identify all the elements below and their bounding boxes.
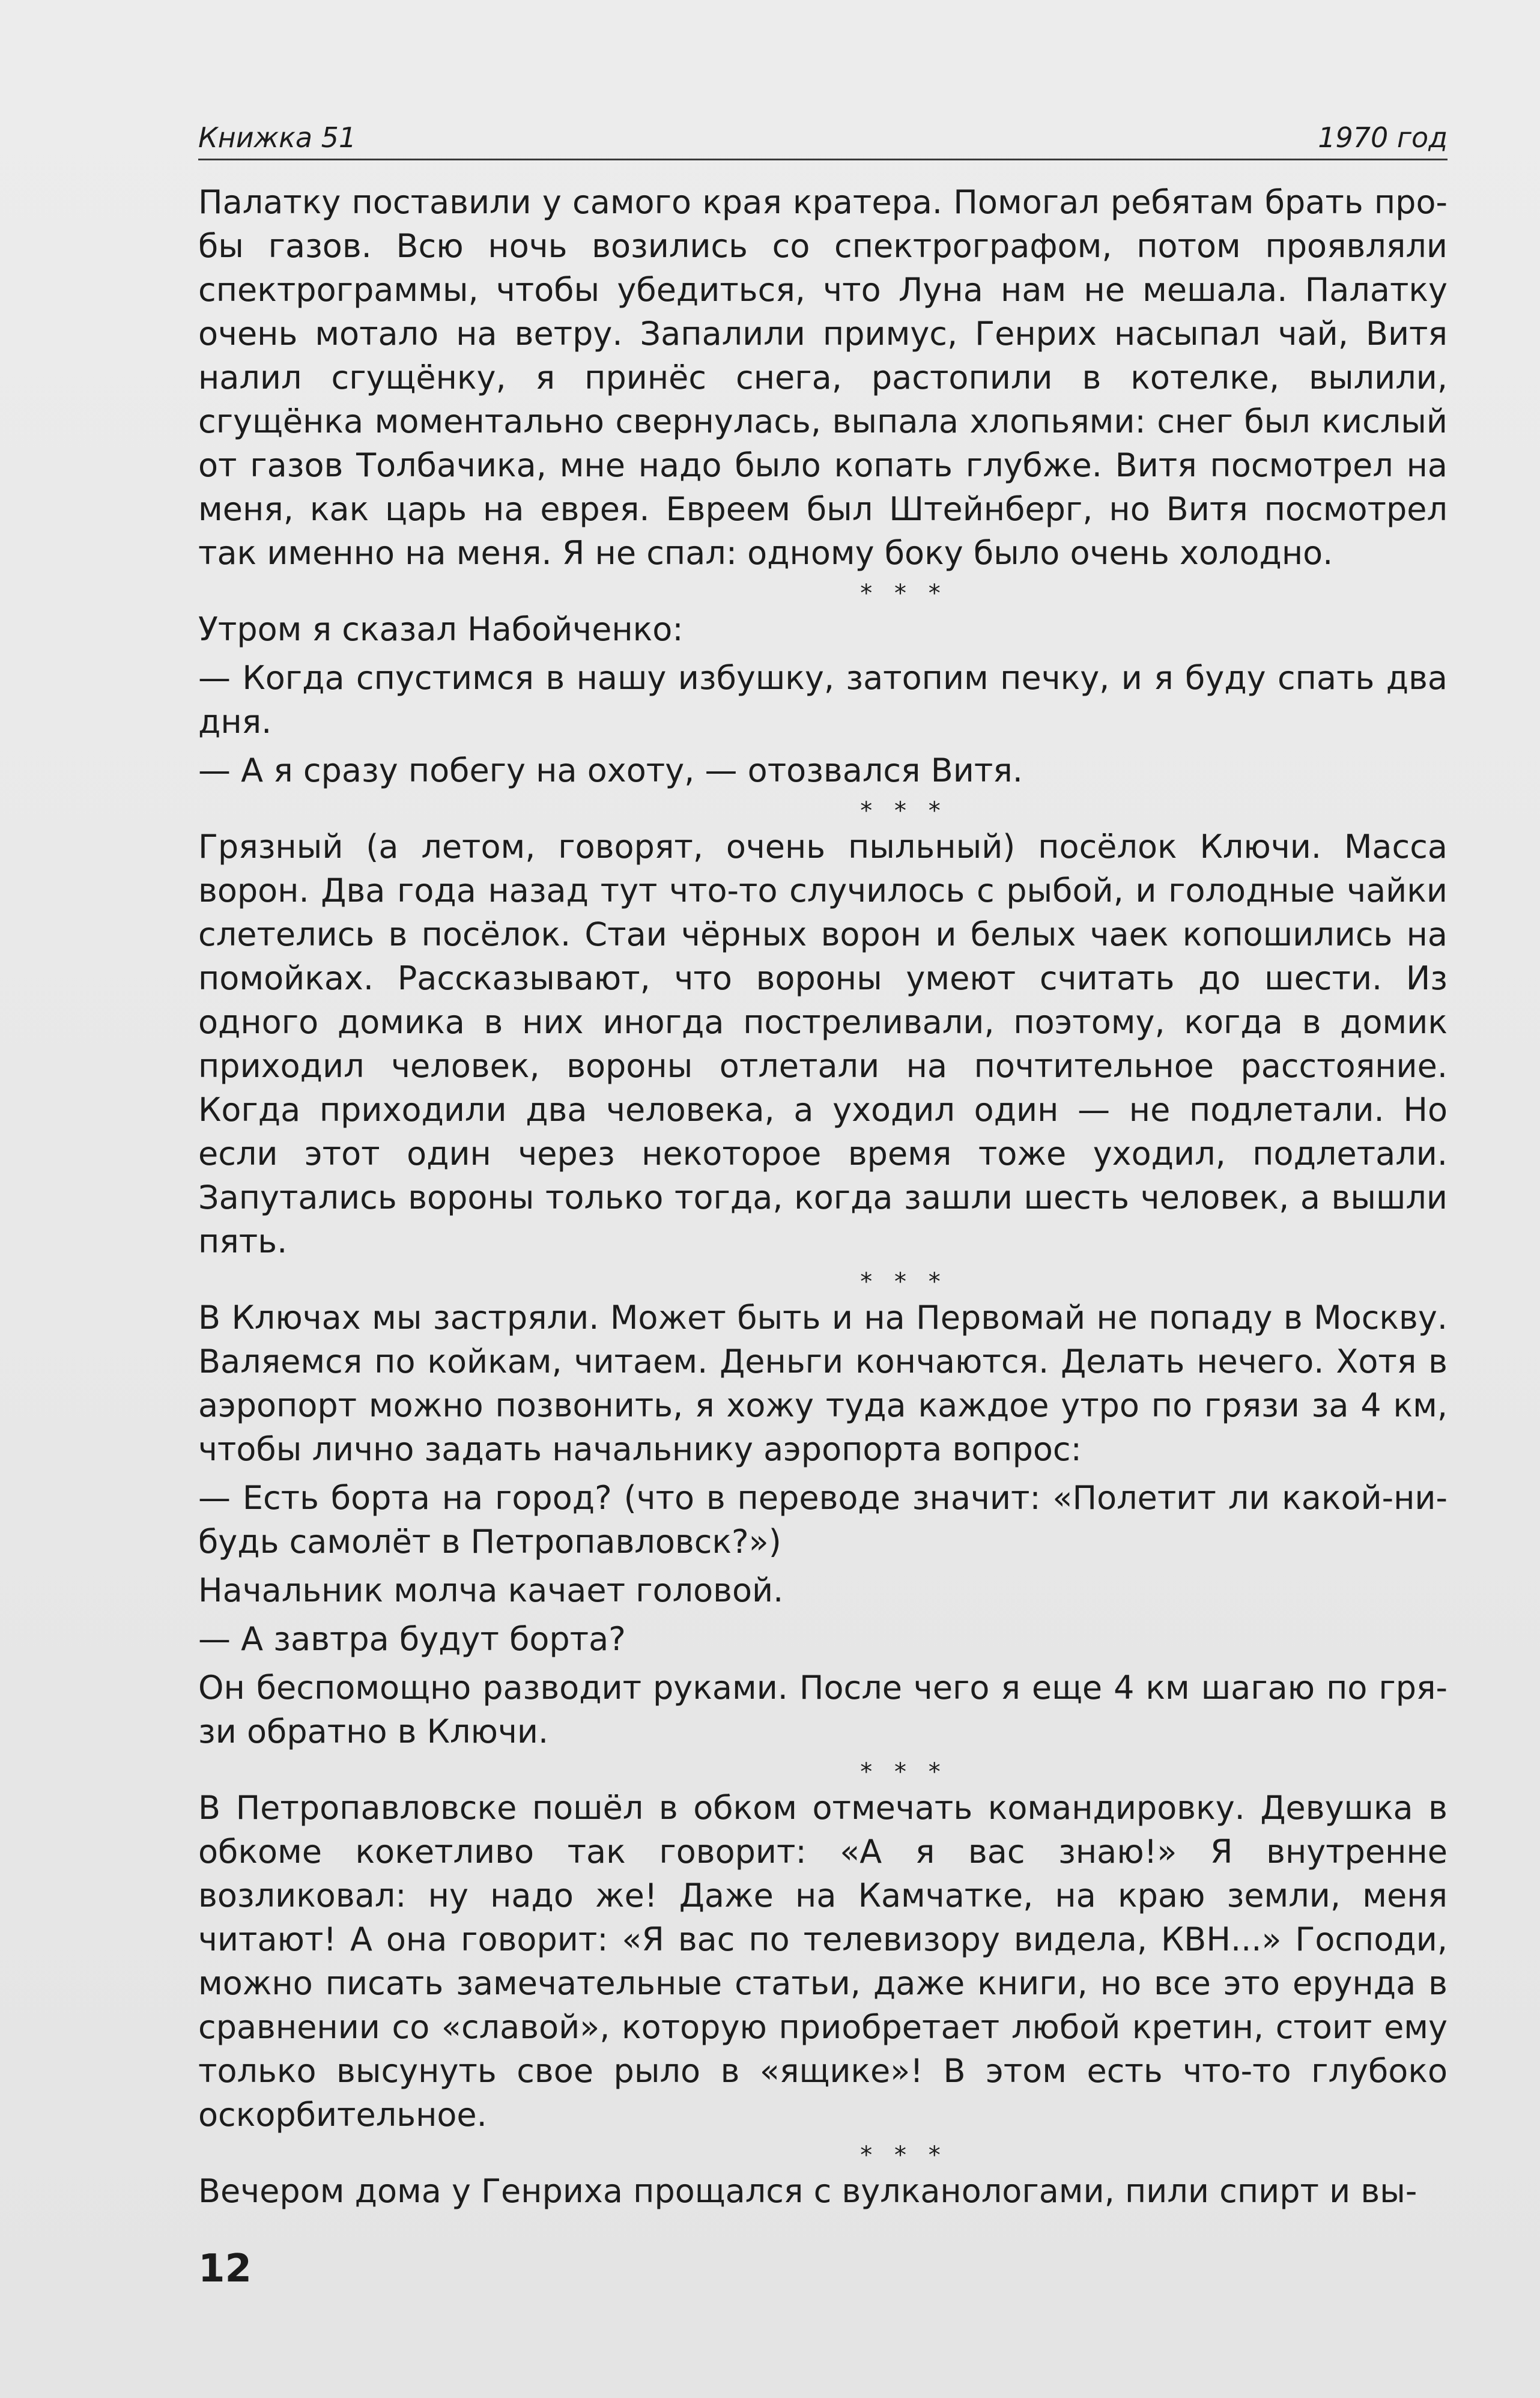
paragraph-dialogue: — А завтра будут борта? bbox=[198, 1620, 626, 1658]
paragraph-dialogue: — А я сразу побегу на охоту, — отозвался Витя. bbox=[198, 751, 1023, 789]
paragraph-dialogue: — Когда спустимся в нашу избушку, затопим печку, и я буду спать два дня. bbox=[198, 659, 1448, 741]
page-number: 12 bbox=[198, 2247, 252, 2291]
section-separator: * * * bbox=[860, 1268, 948, 1296]
section-separator: * * * bbox=[860, 797, 948, 825]
header-year: 1970 год bbox=[1318, 121, 1448, 154]
paragraph-tent: Палатку поставили у самого края кратера. Помогал ребятам брать пробы газов. Всю ночь возились со спектрографом, потом проявляли спектрограммы, чтобы убедиться, что Луна нам не мешала. Палатку очень мотало на ветру. Запалили примус, Генрих насыпал чай, Витя налил сгущёнку, я принёс снега, растопили в котелке, вылили, сгущёнка моментально свернулась, выпала хлопьями: снег был кислый от газов Толбачика, мне надо было копать глубже. Витя посмотрел на меня, как царь на еврея. Евреем был Штейнберг, но Витя посмотрел так именно на меня. Я не спал: одному боку было очень холодно. bbox=[198, 183, 1448, 572]
paragraph-chief: Начальник молча качает головой. bbox=[198, 1571, 784, 1609]
section-separator: * * * bbox=[860, 2142, 948, 2169]
paragraph-stuck: В Ключах мы застряли. Может быть и на Первомай не попаду в Москву. Валяемся по койкам, читаем. Деньги кончаются. Делать нечего. Хотя в аэропорт можно позвонить, я хожу туда каждое утро по грязи за 4 км, чтобы лично задать начальнику аэропорта вопрос: bbox=[198, 1299, 1448, 1468]
running-header bbox=[198, 118, 1448, 160]
header-book-title: Книжка 51 bbox=[198, 121, 357, 154]
section-separator: * * * bbox=[860, 1758, 948, 1786]
page-body bbox=[198, 180, 1448, 2218]
paragraph-return: Он беспомощно разводит руками. После чего я еще 4 км шагаю по грязи обратно в Ключи. bbox=[198, 1669, 1448, 1750]
paragraph-obkom: В Петропавловске пошёл в обком отмечать командировку. Девушка в обкоме кокетливо так говорит: «А я вас знаю!» Я внутренне возликовал: ну надо же! Даже на Камчатке, на краю земли, меня читают! А она говорит: «Я вас по телевизору видела, КВН...» Господи, можно писать замечательные статьи, даже книги, но все это ерунда в сравнении со «славой», которую приобретает любой кретин, стоит ему только высунуть свое рыло в «ящике»! В этом есть что-то глубоко оскорбительное. bbox=[198, 1789, 1448, 2134]
paragraph-klyuchi: Грязный (а летом, говорят, очень пыльный) посёлок Ключи. Масса ворон. Два года назад тут что-то случилось с рыбой, и голодные чайки слетелись в посёлок. Стаи чёрных ворон и белых чаек копошились на помойках. Рассказывают, что вороны умеют считать до шести. Из одного домика в них иногда постреливали, поэтому, когда в домик приходил человек, вороны отлетали на почтительное расстояние. Когда приходили два человека, а уходил один — не подлетали. Но если этот один через некоторое время тоже уходил, подлетали. Запутались вороны только тогда, когда зашли шесть человек, а вышли пять. bbox=[198, 828, 1448, 1260]
section-separator: * * * bbox=[860, 580, 948, 607]
paragraph-morning: Утром я сказал Набойченко: bbox=[198, 610, 684, 648]
paragraph-dialogue: — Есть борта на город? (что в переводе значит: «Полетит ли какой-нибудь самолёт в Петропавловск?») bbox=[198, 1479, 1448, 1561]
paragraph-evening: Вечером дома у Генриха прощался с вулканологами, пили спирт и вы- bbox=[198, 2172, 1417, 2210]
